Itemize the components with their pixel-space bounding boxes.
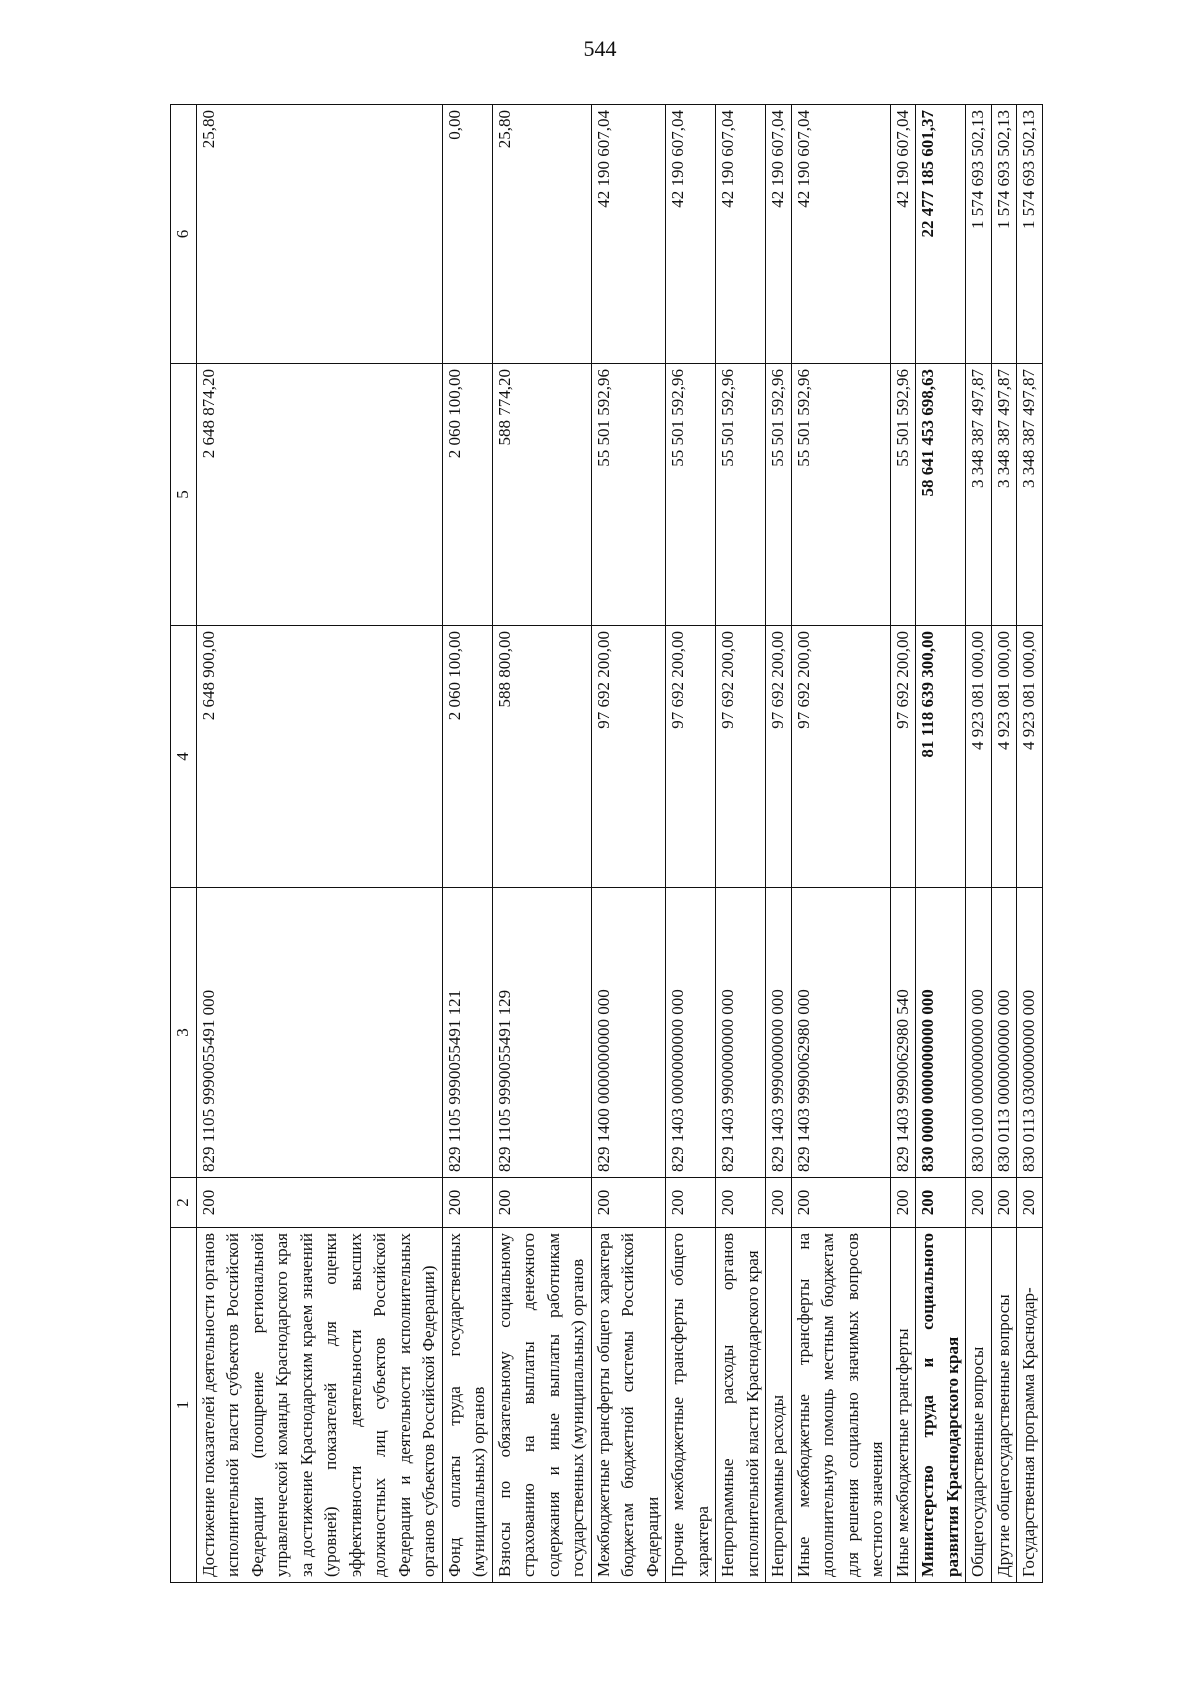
row-kbk-cell: 829 1403 9990062980 000: [791, 888, 890, 1178]
row-name-cell: Другие общегосударственные вопросы: [991, 1228, 1017, 1583]
row-rest-cell: 0,00: [442, 105, 492, 364]
budget-table: [170, 104, 1043, 1583]
column-header: 5: [171, 364, 197, 626]
row-fact-cell: 55 501 592,96: [591, 364, 666, 626]
table-row: [966, 105, 992, 1583]
table-row: [591, 105, 666, 1583]
row-rest-cell: 42 190 607,04: [890, 105, 916, 364]
row-rest-cell: 42 190 607,04: [591, 105, 666, 364]
row-code-cell: 200: [591, 1178, 666, 1228]
table-row: [442, 105, 492, 1583]
row-name-cell: Министерство труда и социального развития Краснодарского края: [916, 1228, 966, 1583]
table-row: [492, 105, 591, 1583]
row-fact-cell: 588 774,20: [492, 364, 591, 626]
page-number: 544: [583, 36, 617, 61]
column-header: 2: [171, 1178, 197, 1228]
row-name-cell: Государственная программа Краснодар-: [1017, 1228, 1043, 1583]
row-kbk-cell: 829 1403 0000000000 000: [666, 888, 716, 1178]
table-row: [890, 105, 916, 1583]
row-kbk-cell: 829 1403 9990062980 540: [890, 888, 916, 1178]
row-name-cell: Непрограммные расходы органов исполнительной власти Краснодарского края: [716, 1228, 766, 1583]
row-fact-cell: 2 648 874,20: [196, 364, 442, 626]
row-rest-cell: 25,80: [492, 105, 591, 364]
table-row: [766, 105, 792, 1583]
row-rest-cell: 42 190 607,04: [766, 105, 792, 364]
row-code-cell: 200: [492, 1178, 591, 1228]
row-code-cell: 200: [442, 1178, 492, 1228]
row-name-cell: Иные межбюджетные трансферты: [890, 1228, 916, 1583]
row-kbk-cell: 829 1105 9990055491 129: [492, 888, 591, 1178]
row-fact-cell: 55 501 592,96: [890, 364, 916, 626]
table-row: [916, 105, 966, 1583]
table-row: [791, 105, 890, 1583]
row-plan-cell: 97 692 200,00: [716, 626, 766, 888]
row-plan-cell: 4 923 081 000,00: [966, 626, 992, 888]
row-name-cell: Общегосударственные вопросы: [966, 1228, 992, 1583]
row-name-cell: Фонд оплаты труда государственных (муниципальных) органов: [442, 1228, 492, 1583]
row-rest-cell: 1 574 693 502,13: [991, 105, 1017, 364]
table-row: [196, 105, 442, 1583]
row-plan-cell: 97 692 200,00: [766, 626, 792, 888]
row-kbk-cell: 829 1105 9990055491 000: [196, 888, 442, 1178]
row-fact-cell: 55 501 592,96: [666, 364, 716, 626]
row-kbk-cell: 830 0100 0000000000 000: [966, 888, 992, 1178]
row-plan-cell: 97 692 200,00: [666, 626, 716, 888]
rotated-table-container: [170, 105, 1076, 1583]
row-kbk-cell: 830 0113 0300000000 000: [1017, 888, 1043, 1178]
row-plan-cell: 4 923 081 000,00: [991, 626, 1017, 888]
row-kbk-cell: 829 1105 9990055491 121: [442, 888, 492, 1178]
table-row: [716, 105, 766, 1583]
table-body: [196, 105, 1042, 1583]
row-plan-cell: 4 923 081 000,00: [1017, 626, 1043, 888]
row-kbk-cell: 829 1403 9990000000 000: [766, 888, 792, 1178]
row-fact-cell: 58 641 453 698,63: [916, 364, 966, 626]
column-header: 1: [171, 1228, 197, 1583]
row-kbk-cell: 830 0000 0000000000 000: [916, 888, 966, 1178]
row-rest-cell: 1 574 693 502,13: [966, 105, 992, 364]
row-kbk-cell: 830 0113 0000000000 000: [991, 888, 1017, 1178]
row-kbk-cell: 829 1400 0000000000 000: [591, 888, 666, 1178]
row-plan-cell: 81 118 639 300,00: [916, 626, 966, 888]
row-name-cell: Взносы по обязательному социальному страхованию на выплаты денежного содержания и иные выплаты работникам государственных (муниципальных) органов: [492, 1228, 591, 1583]
row-name-cell: Межбюджетные трансферты общего характера бюджетам бюджетной системы Российской Федерации: [591, 1228, 666, 1583]
row-fact-cell: 3 348 387 497,87: [1017, 364, 1043, 626]
header-row: [171, 105, 197, 1583]
column-header: 6: [171, 105, 197, 364]
row-rest-cell: 42 190 607,04: [791, 105, 890, 364]
row-fact-cell: 55 501 592,96: [791, 364, 890, 626]
row-plan-cell: 588 800,00: [492, 626, 591, 888]
row-rest-cell: 1 574 693 502,13: [1017, 105, 1043, 364]
row-code-cell: 200: [766, 1178, 792, 1228]
table-row: [991, 105, 1017, 1583]
row-rest-cell: 42 190 607,04: [716, 105, 766, 364]
table-row: [666, 105, 716, 1583]
row-code-cell: 200: [791, 1178, 890, 1228]
row-fact-cell: 2 060 100,00: [442, 364, 492, 626]
row-name-cell: Иные межбюджетные трансферты на дополнительную помощь местным бюджетам для решения социально значимых вопросов местного значения: [791, 1228, 890, 1583]
row-rest-cell: 22 477 185 601,37: [916, 105, 966, 364]
row-plan-cell: 97 692 200,00: [591, 626, 666, 888]
row-plan-cell: 2 648 900,00: [196, 626, 442, 888]
row-fact-cell: 55 501 592,96: [766, 364, 792, 626]
row-code-cell: 200: [991, 1178, 1017, 1228]
row-code-cell: 200: [666, 1178, 716, 1228]
column-header: 4: [171, 626, 197, 888]
row-plan-cell: 97 692 200,00: [890, 626, 916, 888]
table-row: [1017, 105, 1043, 1583]
row-fact-cell: 3 348 387 497,87: [991, 364, 1017, 626]
row-code-cell: 200: [890, 1178, 916, 1228]
row-name-cell: Непрограммные расходы: [766, 1228, 792, 1583]
row-name-cell: Прочие межбюджетные трансферты общего характера: [666, 1228, 716, 1583]
row-rest-cell: 42 190 607,04: [666, 105, 716, 364]
row-code-cell: 200: [196, 1178, 442, 1228]
row-code-cell: 200: [916, 1178, 966, 1228]
row-fact-cell: 3 348 387 497,87: [966, 364, 992, 626]
row-name-cell: Достижение показателей деятельности органов исполнительной власти субъектов Российской Федерации (поощрение региональной управленческой команды Краснодарского края за достижение Краснодарским краем значений (уровней) показателей для оценки эффективности деятельности высших должностных лиц субъектов Российской Федерации и деятельности исполнительных органов субъектов Российской Федерации): [196, 1228, 442, 1583]
row-rest-cell: 25,80: [196, 105, 442, 364]
row-code-cell: 200: [966, 1178, 992, 1228]
row-plan-cell: 97 692 200,00: [791, 626, 890, 888]
row-code-cell: 200: [716, 1178, 766, 1228]
row-fact-cell: 55 501 592,96: [716, 364, 766, 626]
row-plan-cell: 2 060 100,00: [442, 626, 492, 888]
column-header: 3: [171, 888, 197, 1178]
row-code-cell: 200: [1017, 1178, 1043, 1228]
row-kbk-cell: 829 1403 9900000000 000: [716, 888, 766, 1178]
